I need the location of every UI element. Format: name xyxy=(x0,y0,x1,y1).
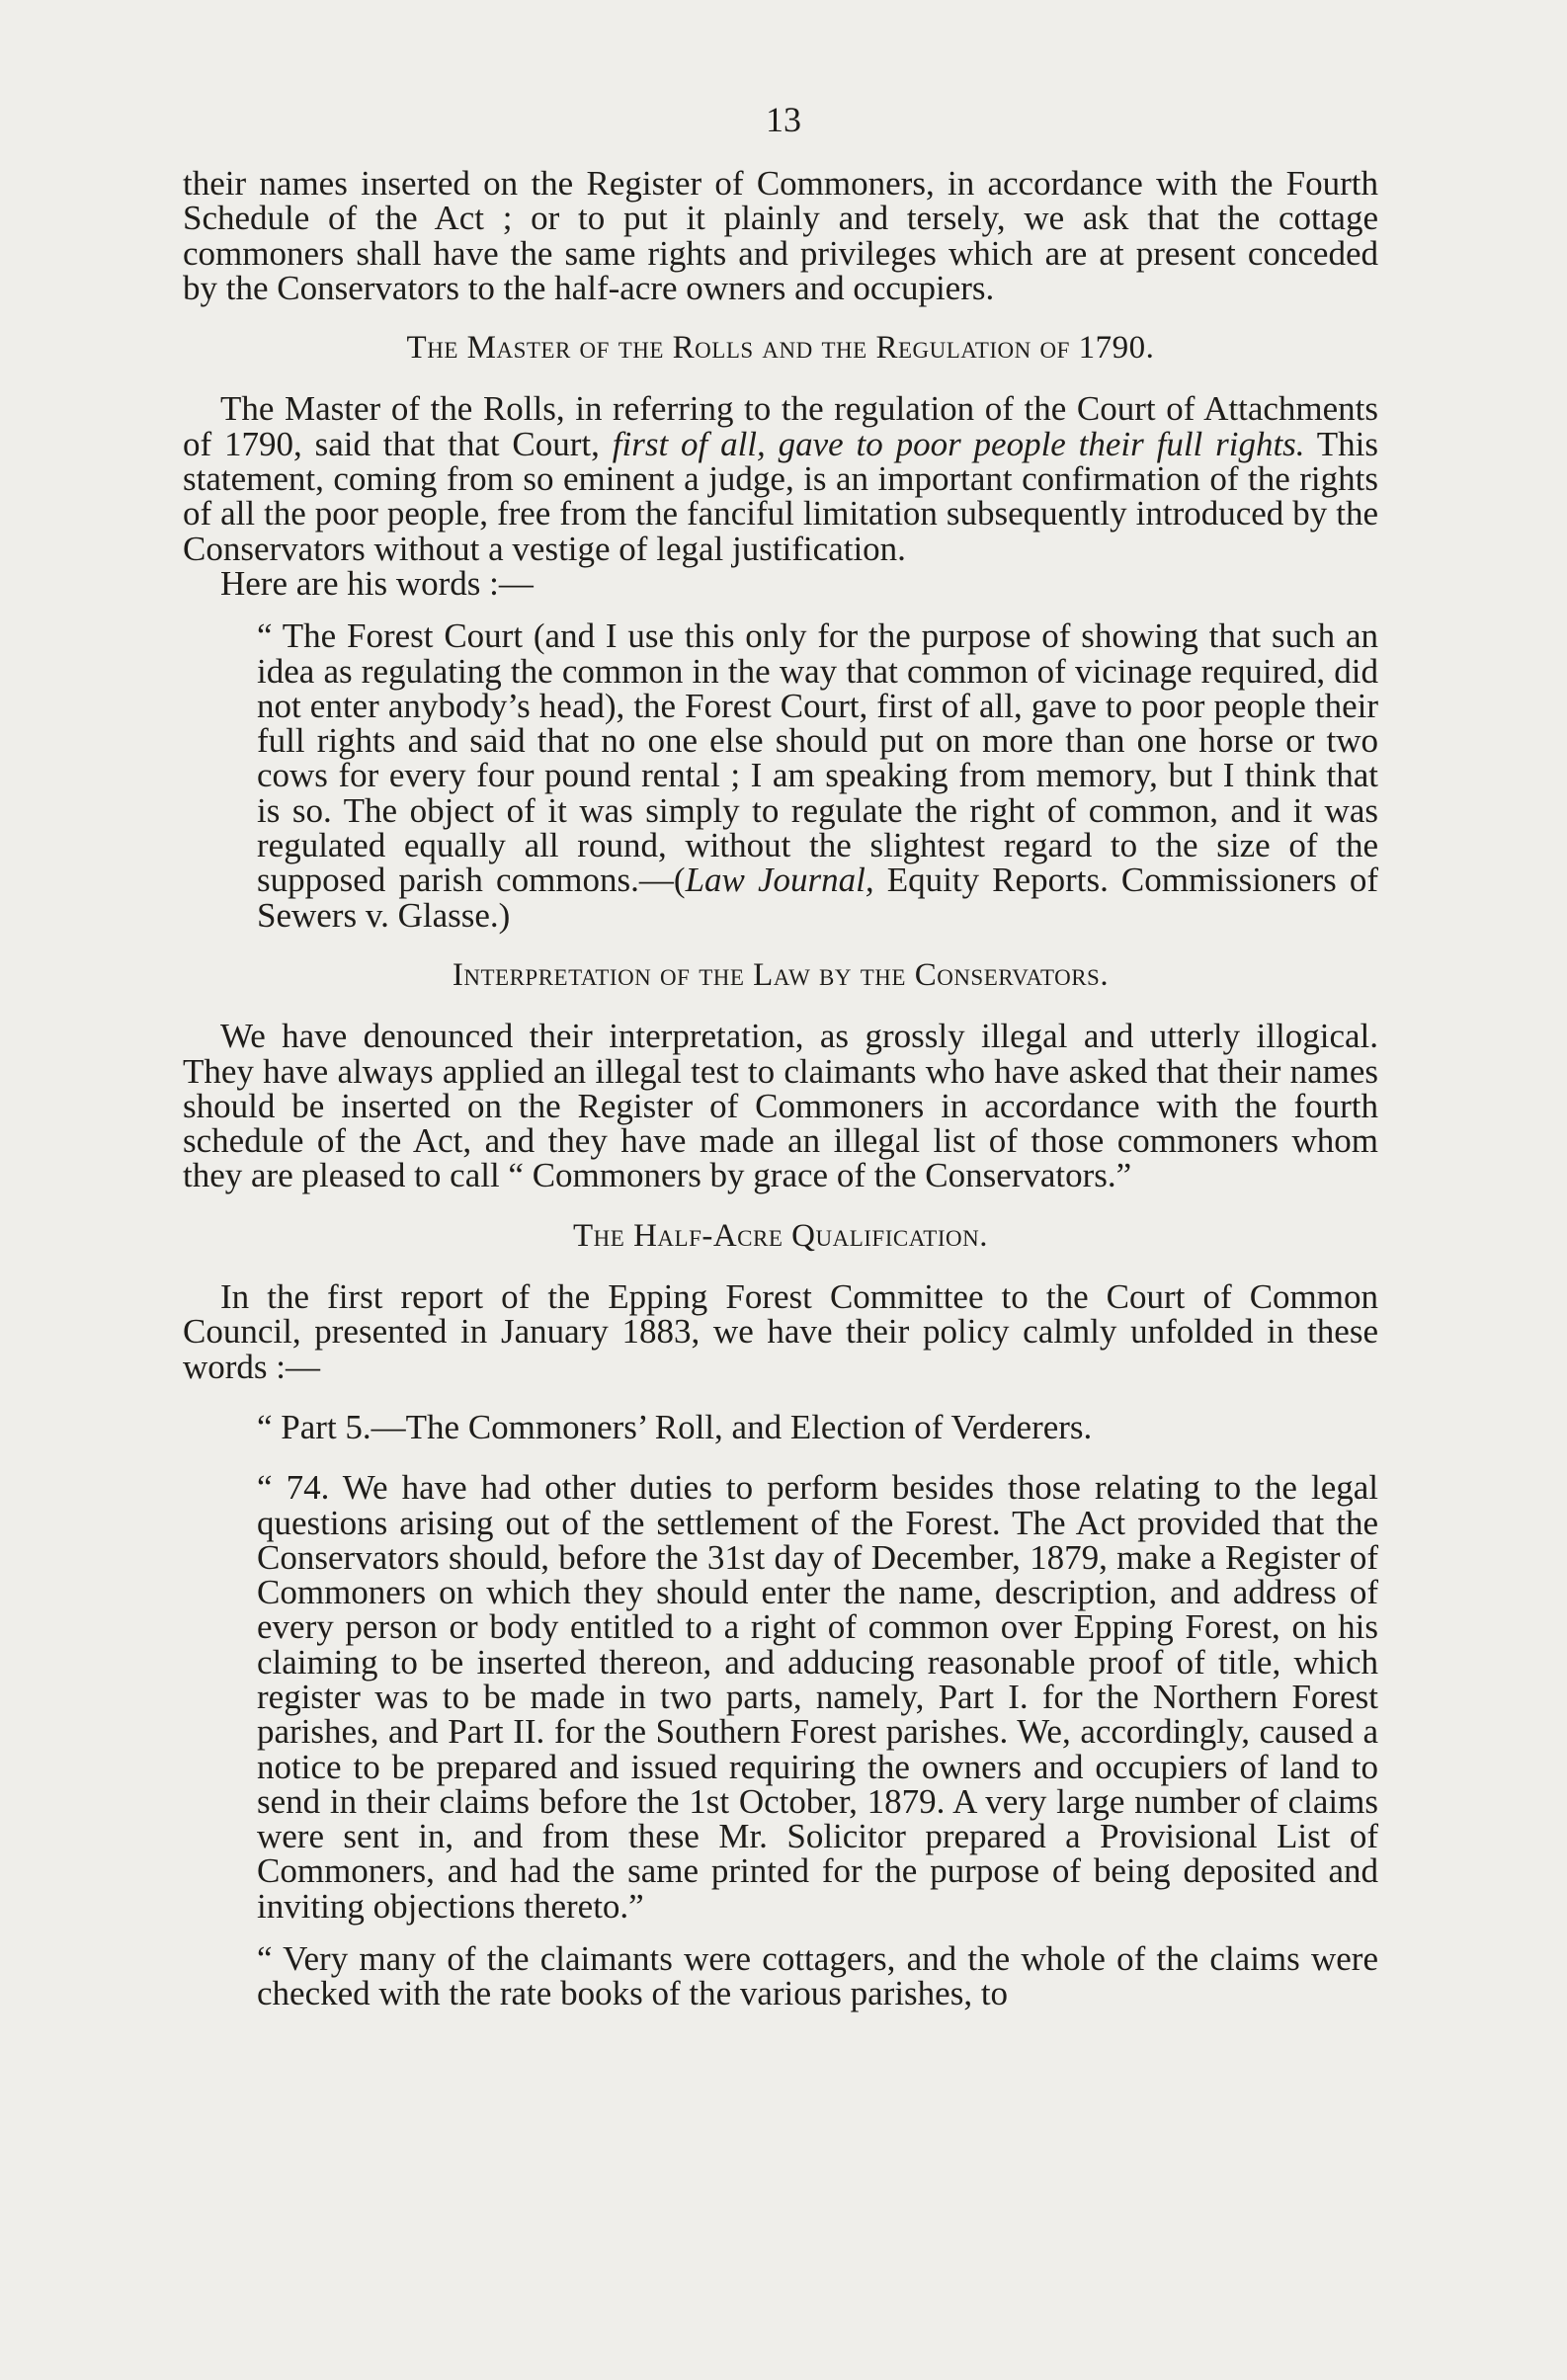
quote-claimants: “ Very many of the claimants were cottagers, and the whole of the claims were checked with the rate books of the various parishes, to xyxy=(257,1939,1378,2013)
heading-interpretation: Interpretation of the Law by the Conservators. xyxy=(452,956,1110,993)
quote-1-italic: Law Journal, xyxy=(685,861,874,900)
paragraph-3: Here are his words :— xyxy=(220,563,534,603)
paragraph-2-text-b: This statement, coming from so eminent a judge, is an important confirmation of the rights of all the poor people, free from the fanciful limitation subsequently introduced by the Conservators without a vestige of legal justification. xyxy=(183,424,1379,568)
quote-1-text-a: “ The Forest Court (and I use this only for the purpose of showing that such an idea as regulating the common in the way that common of vicinage required, did not enter anybody’s head), the Forest Court, first of all, gave to poor people their full rights and said that no one else should put on more than one horse or two cows for every four pound rental ; I am speaking from memory, but I think that is so. The object of it was simply to regulate the right of common, and it was regulated equally all round, without the slightest regard to the size of the supposed parish commons.—( xyxy=(257,616,1378,900)
heading-master-of-rolls: The Master of the Rolls and the Regulation of 1790. xyxy=(406,330,1155,367)
quote-part-5: “ Part 5.—The Commoners’ Roll, and Election of Verderers. xyxy=(257,1407,1093,1446)
quote-1-text-b: Equity Reports. Commissioners of Sewers v. Glasse.) xyxy=(257,861,1378,935)
quote-forest-court xyxy=(257,618,1378,933)
quote-74: “ 74. We have had other duties to perform besides those relating to the legal questions arising out of the settlement of the Forest. The Act provided that the Conservators should, before the 31st day of December, 1879, make a Register of Commoners on which they should enter the name, description, and address of every person or body entitled to a right of common over Epping Forest, on his claiming to be inserted thereon, and adducing reasonable proof of title, which register was to be made in two parts, namely, Part I. for the Northern Forest parishes, and Part II. for the Southern Forest parishes. We, accordingly, caused a notice to be prepared and issued requiring the owners and occupiers of land to send in their claims before the 1st October, 1879. A very large number of claims were sent in, and from these Mr. Solicitor prepared a Provisional List of Commoners, and had the same printed for the purpose of being deposited and inviting objections thereto.” xyxy=(257,1468,1378,1926)
heading-half-acre: The Half-Acre Qualification. xyxy=(573,1217,988,1254)
body-text xyxy=(183,166,1378,2011)
paragraph-2 xyxy=(183,389,1379,568)
paragraph-1: their names inserted on the Register of Commoners, in accordance with the Fourth Schedule of the Act ; or to put it plainly and tersely, we ask that the cottage commoners shall have the same rights and privileges which are at present conceded by the Conservators to the half-acre owners and occupiers. xyxy=(183,164,1378,307)
paragraph-2-italic: first of all, gave to poor people their full rights. xyxy=(612,424,1305,463)
page-number: 13 xyxy=(766,100,801,139)
paragraph-4: We have denounced their interpretation, as grossly illegal and utterly illogical. They have always applied an illegal test to claimants who have asked that their names should be inserted on the Register of Commoners in accordance with the fourth schedule of the Act, and they have made an illegal list of those commoners whom they are pleased to call “ Commoners by grace of the Conservators.” xyxy=(183,1017,1378,1195)
paragraph-2-text-a: The Master of the Rolls, in referring to the regulation of the Court of Attachments of 1790, said that that Court, xyxy=(183,389,1378,463)
paragraph-5: In the first report of the Epping Forest Committee to the Court of Common Council, presented in January 1883, we have their policy calmly unfolded in these words :— xyxy=(183,1277,1378,1386)
